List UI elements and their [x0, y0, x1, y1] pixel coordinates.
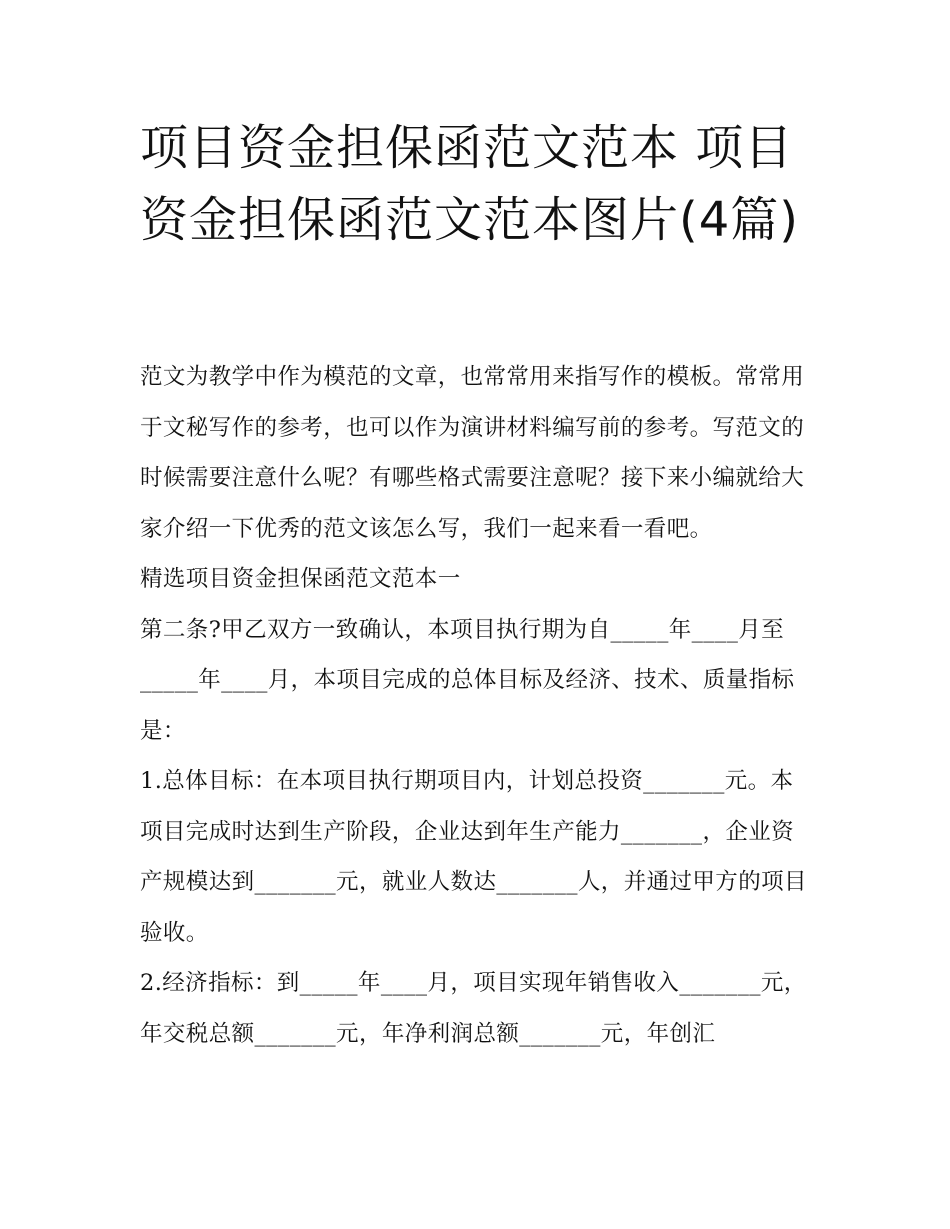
section-heading: 精选项目资金担保函范文范本一	[140, 566, 461, 592]
document-title: 项目资金担保函范文范本 项目资金担保函范文范本图片(4篇)	[140, 120, 799, 248]
item-2-paragraph: 2.经济指标：到_____年____月，项目实现年销售收入_______元，年交税总额_______元，年净利润总额_______元，年创汇	[140, 970, 807, 1047]
document-body	[140, 352, 812, 1059]
intro-paragraph: 范文为教学中作为模范的文章，也常常用来指写作的模板。常常用于文秘写作的参考，也可以作为演讲材料编写前的参考。写范文的时候需要注意什么呢？有哪些格式需要注意呢？接下来小编就给大家介绍一下优秀的范文该怎么写，我们一起来看一看吧。	[140, 364, 805, 542]
clause-2-paragraph: 第二条?甲乙双方一致确认，本项目执行期为自_____年____月至_____年____月，本项目完成的总体目标及经济、技术、质量指标是：	[140, 616, 795, 744]
item-1-paragraph: 1.总体目标：在本项目执行期项目内，计划总投资_______元。本项目完成时达到生产阶段，企业达到年生产能力_______，企业资产规模达到_______元，就业人数达_______人，并通过甲方的项目验收。	[140, 768, 807, 946]
